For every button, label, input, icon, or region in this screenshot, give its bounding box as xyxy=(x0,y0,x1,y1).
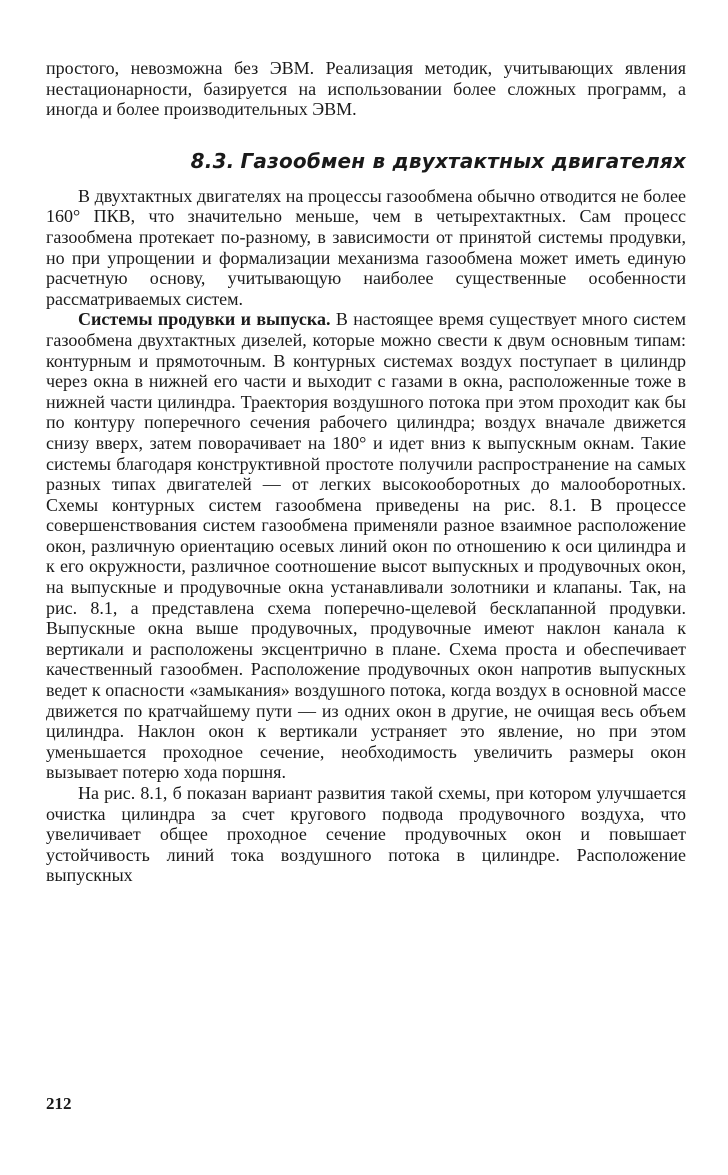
page-number: 212 xyxy=(46,1094,72,1113)
page-content xyxy=(46,58,686,886)
paragraph-2 xyxy=(46,309,686,783)
section-number: 8.3. xyxy=(190,148,235,173)
intro-paragraph: простого, невозможна без ЭВМ. Реализация методик, учитывающих явления нестационарности, базируется на использовании более сложных программ, а иногда и более производительных ЭВМ. xyxy=(46,58,686,120)
section-heading xyxy=(46,149,686,173)
paragraph-1: В двухтактных двигателях на процессы газообмена обычно отводится не более 160° ПКВ, что значительно меньше, чем в четырехтактных. Сам процесс газообмена протекает по-разному, в зависимости от принятой системы продувки, но при упрощении и формализации механизма газообмена может иметь единую расчетную основу, учитывающую наиболее существенные особенности рассматриваемых систем. xyxy=(46,185,686,309)
paragraph-2-lead: Системы продувки и выпуска. xyxy=(78,309,331,330)
paragraph-2-body: В настоящее время существует много систем газообмена двухтактных дизелей, которые можно свести к двум основным типам: контурным и прямоточным. В контурных системах воздух поступает в цилиндр через окна в нижней его части и выходит с газами в окна, расположенные тоже в нижней части цилиндра. Траектория воздушного потока при этом проходит как бы по контуру поперечного сечения рабочего цилиндра; воздух вначале движется снизу вверх, затем поворачивает на 180° и идет вниз к выпускным окнам. Такие системы благодаря конструктивной простоте получили распространение на самых разных типах двигателей — от легких высокооборотных до малооборотных. Схемы контурных систем газообмена приведены на рис. 8.1. В процессе совершенствования систем газообмена применяли разное взаимное расположение окон, различную ориентацию осевых линий окон по отношению к оси цилиндра и к его окружности, различное соотношение высот выпускных и продувочных окон, на выпускные и продувочные окна устанавливали золотники и клапаны. Так, на рис. 8.1, а представлена схема поперечно-щелевой бесклапанной продувки. Выпускные окна выше продувочных, продувочные имеют наклон канала к вертикали и расположены эксцентрично в плане. Схема проста и обеспечивает качественный газообмен. Расположение продувочных окон напротив выпускных ведет к опасности «замыкания» воздушного потока, когда воздух в основной массе движется по кратчайшему пути — из одних окон в другие, не очищая весь объем цилиндра. Наклон окон к вертикали устраняет это явление, но при этом уменьшается проходное сечение, необходимость увеличить размеры окон вызывает потерю хода поршня. xyxy=(46,309,686,783)
paragraph-3: На рис. 8.1, б показан вариант развития такой схемы, при котором улучшается очистка цилиндра за счет кругового подвода продувочного воздуха, что увеличивает общее проходное сечение продувочных окон и повышает устойчивость линий тока воздушного потока в цилиндре. Расположение выпускных xyxy=(46,783,686,886)
section-title: Газообмен в двухтактных двигателях xyxy=(240,148,686,173)
